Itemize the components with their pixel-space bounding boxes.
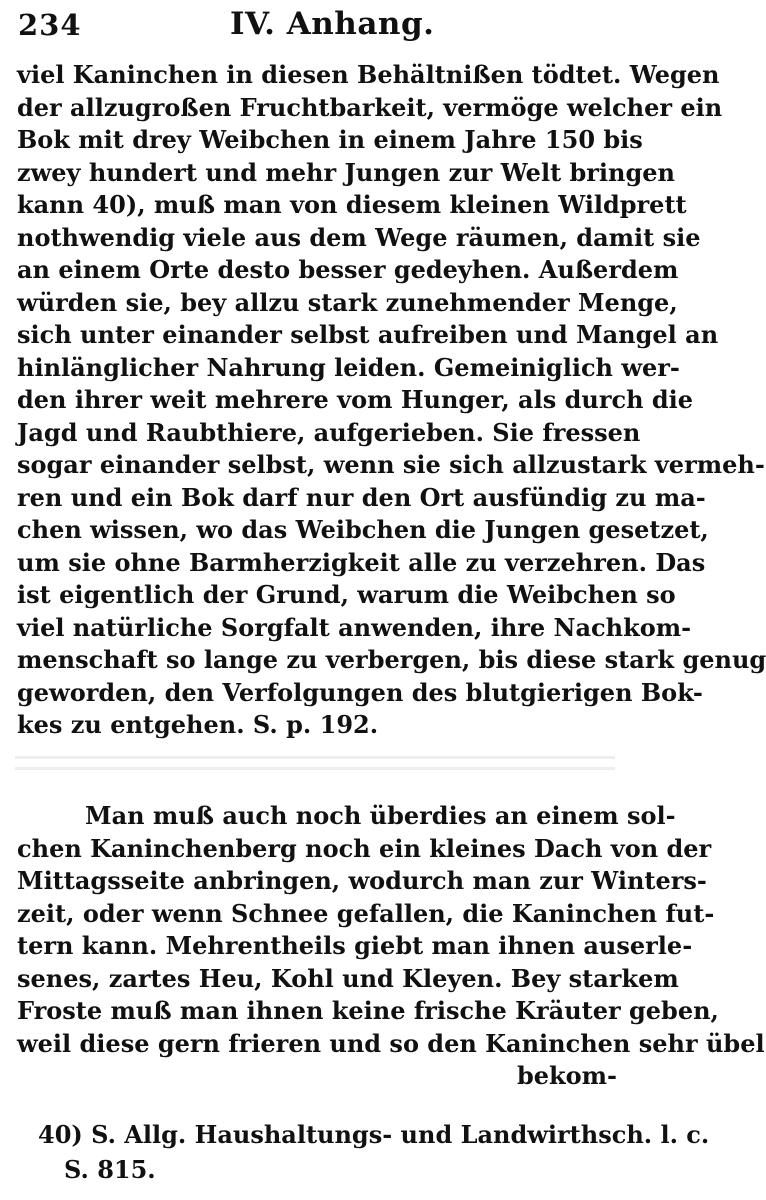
paragraph-line: geworden, den Verfolgungen des blutgierigen Bok- [17, 677, 703, 707]
paragraph-line: sich unter einander selbst aufreiben und Mangel an [17, 320, 719, 349]
paragraph-line: den ihrer weit mehrere vom Hunger, als durch die [17, 385, 694, 414]
paragraph-line: Froste muß man ihnen keine frische Kräuter geben, [17, 996, 719, 1025]
paragraph-2 [17, 800, 765, 1093]
paragraph-line: hinlänglicher Nahrung leiden. Gemeiniglich wer- [17, 352, 680, 382]
paragraph-line: viel Kaninchen in diesen Behältnißen tödtet. Wegen [17, 60, 720, 89]
paragraph-line: menschaft so lange zu verbergen, bis diese stark genug [17, 645, 766, 674]
page-header [16, 4, 616, 48]
show-through-line [15, 756, 615, 759]
paragraph-line: weil diese gern frieren und so den Kaninchen sehr übel [17, 1028, 765, 1058]
paragraph-line: Man muß auch noch überdies an einem sol- [85, 801, 676, 830]
paragraph-line: an einem Orte desto besser gedeyhen. Außerdem [17, 255, 679, 284]
paragraph-1 [17, 59, 766, 742]
catchword: bekom- [516, 1061, 617, 1090]
page-number: 234 [18, 8, 82, 42]
footnote-line: S. 815. [64, 1155, 156, 1184]
paragraph-line: um sie ohne Barmherzigkeit alle zu verzehren. Das [17, 547, 706, 577]
show-through-line [15, 767, 615, 770]
paragraph-line: ren und ein Bok darf nur den Ort ausfündig zu ma- [17, 482, 706, 512]
paragraph-line: chen Kaninchenberg noch ein kleines Dach von der [17, 833, 712, 863]
paragraph-line: zeit, oder wenn Schnee gefallen, die Kaninchen fut- [17, 898, 715, 928]
show-through-lines [15, 748, 615, 788]
paragraph-line: chen wissen, wo das Weibchen die Jungen gesetzet, [17, 515, 709, 544]
running-head: IV. Anhang. [230, 6, 435, 42]
paragraph-line: der allzugroßen Fruchtbarkeit, vermöge welcher ein [17, 92, 723, 122]
paragraph-line: Bok mit drey Weibchen in einem Jahre 150 bis [17, 125, 643, 154]
paragraph-line: nothwendig viele aus dem Wege räumen, damit sie [17, 222, 701, 252]
paragraph-line: senes, zartes Heu, Kohl und Kleyen. Bey starkem [17, 963, 679, 993]
paragraph-line: würden sie, bey allzu stark zunehmender Menge, [17, 287, 678, 317]
paragraph-line: kann 40), muß man von diesem kleinen Wildprett [17, 190, 687, 219]
paragraph-line: ist eigentlich der Grund, warum die Weibchen so [17, 580, 676, 609]
paragraph-line: viel natürliche Sorgfalt anwenden, ihre Nachkom- [17, 612, 692, 642]
paragraph-line: kes zu entgehen. S. p. 192. [17, 710, 379, 739]
paragraph-line: Jagd und Raubthiere, aufgerieben. Sie fressen [17, 417, 641, 447]
paragraph-line: tern kann. Mehrentheils giebt man ihnen auserle- [17, 931, 693, 960]
footnote-line: 40) S. Allg. Haushaltungs- und Landwirthsch. l. c. [38, 1120, 710, 1149]
paragraph-line: sogar einander selbst, wenn sie sich allzustark vermeh- [17, 450, 765, 479]
paragraph-line: zwey hundert und mehr Jungen zur Welt bringen [17, 157, 675, 187]
paragraph-line: Mittagsseite anbringen, wodurch man zur Winters- [17, 866, 707, 895]
